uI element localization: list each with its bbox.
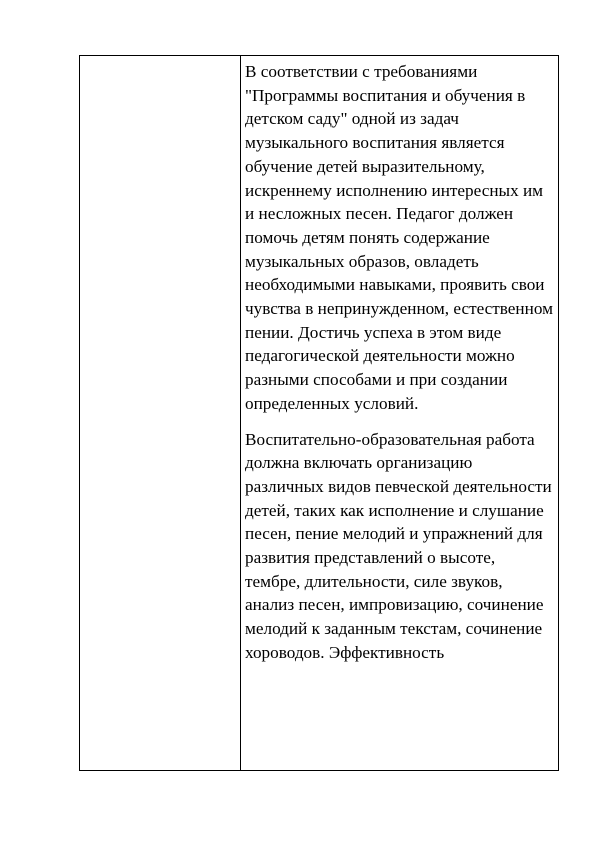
table-cell-right [241, 56, 558, 770]
paragraph-1: В соответствии с требованиями "Программы воспитания и обучения в детском саду" одной из задач музыкального воспитания является обучение детей выразительному, искреннему исполнению интересных им и несложных песен. Педагог должен помочь детям понять содержание музыкальных образов, овладеть необходимыми навыками, проявить свои чувства в непринужденном, естественном пении. Достичь успеха в этом виде педагогической деятельности можно разными способами и при создании определенных условий. [245, 62, 553, 413]
table-cell-left [80, 56, 241, 770]
document-table [79, 55, 559, 771]
paragraph-2: Воспитательно-образовательная работа должна включать организацию различных видов певческой деятельности детей, таких как исполнение и слушание песен, пение мелодий и упражнений для развития представлений о высоте, тембре, длительности, силе звуков, анализ песен, импровизацию, сочинение мелодий к заданным текстам, сочинение хороводов. Эффективность [245, 429, 552, 662]
